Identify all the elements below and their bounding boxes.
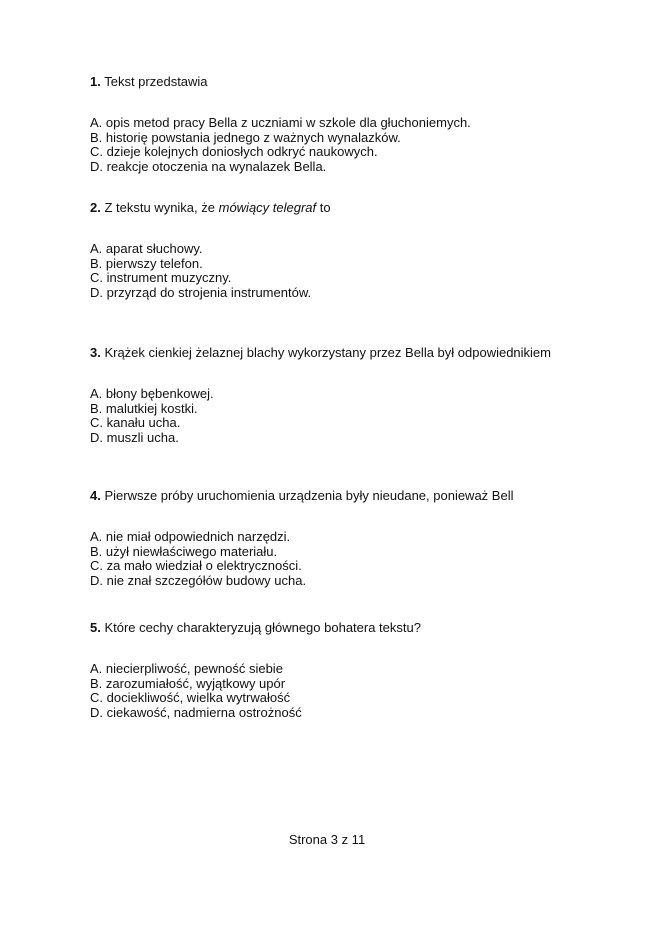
answer-option-d: D. reakcje otoczenia na wynalazek Bella. bbox=[90, 158, 327, 174]
question-block-3 bbox=[90, 346, 614, 445]
question-prompt-text: Które cechy charakteryzują głównego bohatera tekstu? bbox=[100, 620, 421, 635]
answer-option-c: C. dzieje kolejnych doniosłych odkryć naukowych. bbox=[90, 144, 378, 159]
answer-option-d: D. przyrząd do strojenia instrumentów. bbox=[90, 284, 312, 300]
question-number: 1. bbox=[90, 74, 101, 89]
answer-option-b: B. historię powstania jednego z ważnych wynalazków. bbox=[90, 129, 401, 145]
question-prompt bbox=[90, 201, 614, 215]
question-prompt bbox=[90, 346, 614, 360]
answer-option-a: A. opis metod pracy Bella z uczniami w szkole dla głuchoniemych. bbox=[90, 115, 471, 130]
question-prompt-text: Pierwsze próby uruchomienia urządzenia były nieudane, ponieważ Bell bbox=[100, 488, 514, 503]
answer-option-b: B. użył niewłaściwego materiału. bbox=[90, 543, 278, 559]
answer-option-c: C. kanału ucha. bbox=[90, 415, 181, 430]
answer-option-b: B. zarozumiałość, wyjątkowy upór bbox=[90, 675, 286, 691]
answer-option-b: B. pierwszy telefon. bbox=[90, 255, 203, 271]
question-prompt bbox=[90, 621, 614, 635]
question-prompt-text: Tekst przedstawia bbox=[100, 74, 208, 89]
answer-option-c: C. za mało wiedział o elektryczności. bbox=[90, 558, 302, 573]
question-prompt bbox=[90, 489, 614, 503]
answer-option-d: D. muszli ucha. bbox=[90, 429, 179, 445]
page-number: Strona 3 z 11 bbox=[288, 832, 366, 847]
question-number: 5. bbox=[90, 620, 101, 635]
question-prompt-italic: mówiący telegraf bbox=[218, 200, 317, 215]
question-prompt-text: Krążek cienkiej żelaznej blachy wykorzystany przez Bella był odpowiednikiem bbox=[100, 345, 551, 360]
question-number: 4. bbox=[90, 488, 101, 503]
answer-option-a: A. błony bębenkowej. bbox=[90, 386, 214, 401]
answer-option-c: C. dociekliwość, wielka wytrwałość bbox=[90, 690, 291, 705]
question-prompt bbox=[90, 75, 614, 89]
answer-option-d: D. nie znał szczegółów budowy ucha. bbox=[90, 572, 307, 588]
answer-option-b: B. malutkiej kostki. bbox=[90, 400, 198, 416]
question-block-1 bbox=[90, 75, 614, 174]
answer-option-d: D. ciekawość, nadmierna ostrożność bbox=[90, 704, 302, 720]
question-prompt-tail: to bbox=[316, 200, 331, 215]
question-number: 3. bbox=[90, 345, 101, 360]
answer-option-a: A. niecierpliwość, pewność siebie bbox=[90, 661, 283, 676]
question-prompt-text: Z tekstu wynika, że bbox=[100, 200, 219, 215]
question-number: 2. bbox=[90, 200, 101, 215]
question-block-2 bbox=[90, 201, 614, 300]
answer-option-a: A. aparat słuchowy. bbox=[90, 241, 203, 256]
question-block-5 bbox=[90, 621, 614, 720]
question-block-4 bbox=[90, 489, 614, 588]
answer-option-c: C. instrument muzyczny. bbox=[90, 270, 232, 285]
answer-option-a: A. nie miał odpowiednich narzędzi. bbox=[90, 529, 291, 544]
